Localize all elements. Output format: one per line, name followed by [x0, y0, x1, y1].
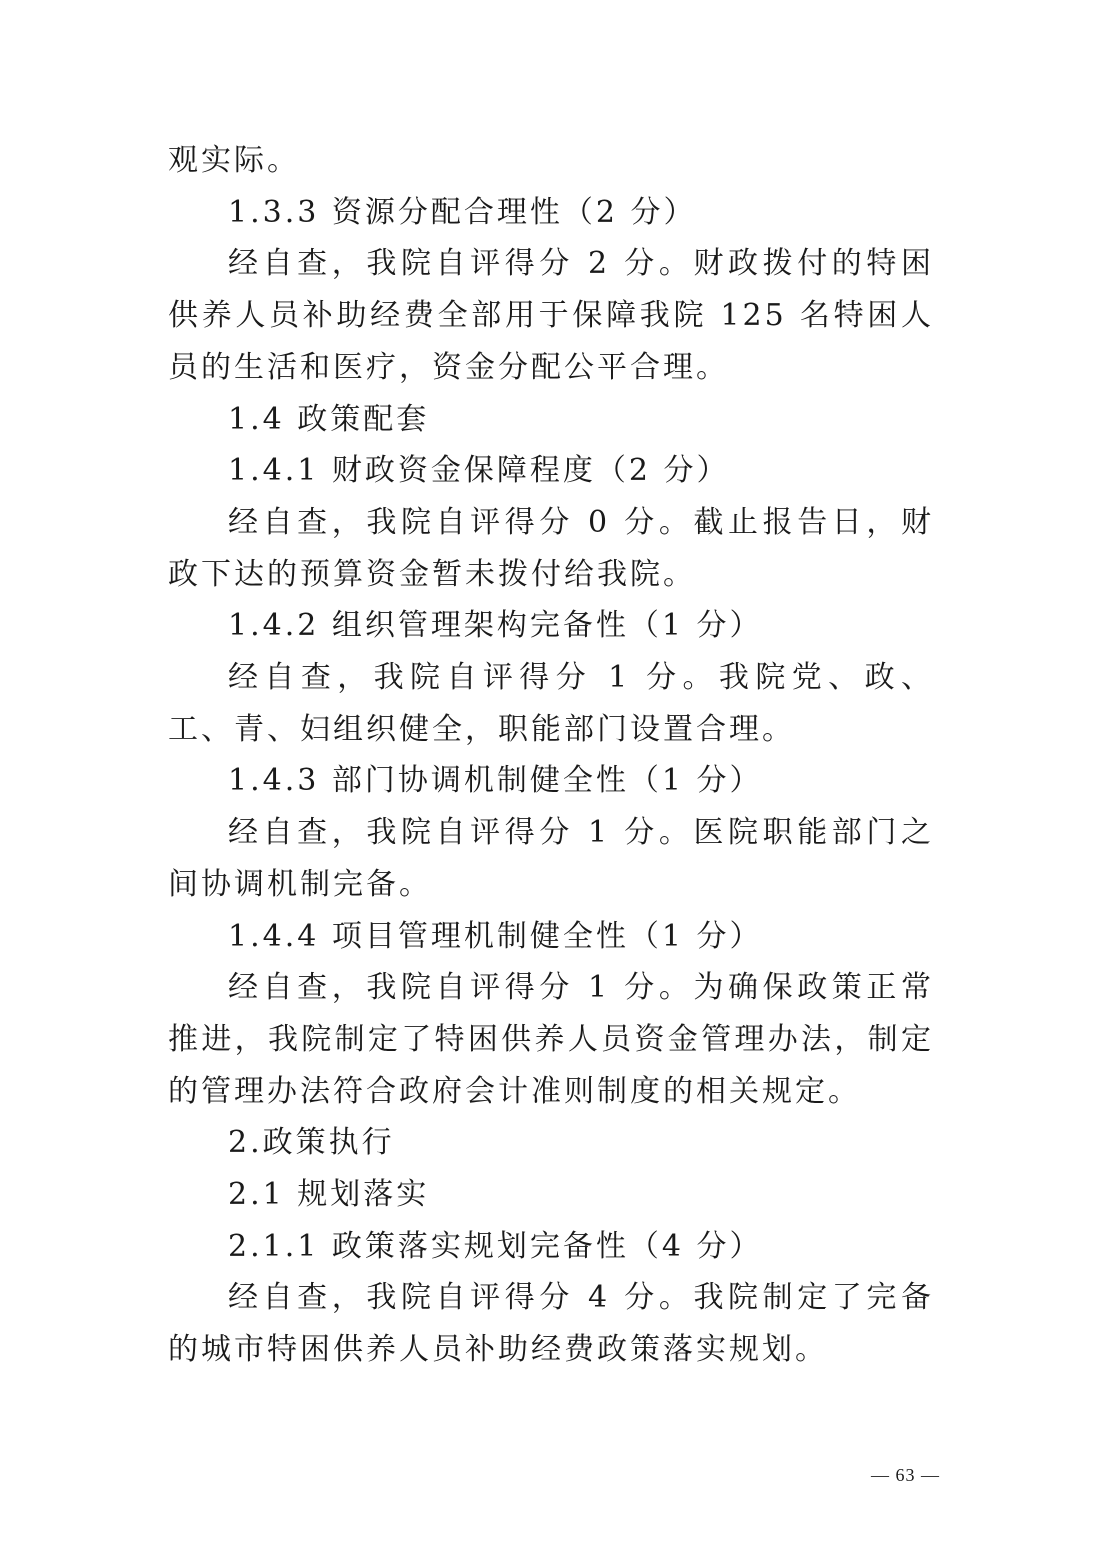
- paragraph-1-4-3: 经自查，我院自评得分 1 分。医院职能部门之间协调机制完备。: [168, 815, 934, 902]
- section-heading-1-3-3: 1.3.3 资源分配合理性（2 分）: [228, 194, 697, 230]
- paragraph-continuation: 观实际。: [168, 143, 300, 178]
- paragraph-2-1-1: 经自查，我院自评得分 4 分。我院制定了完备的城市特困供养人员补助经费政策落实规划。: [168, 1280, 934, 1368]
- section-heading-2-1: 2.1 规划落实: [228, 1177, 430, 1213]
- page-number: — 63 —: [871, 1465, 940, 1485]
- document-body: [168, 135, 934, 1376]
- paragraph-1-4-1: 经自查，我院自评得分 0 分。截止报告日，财政下达的预算资金暂未拨付给我院。: [168, 504, 934, 592]
- section-heading-2-1-1: 2.1.1 政策落实规划完备性（4 分）: [228, 1228, 763, 1264]
- paragraph-1-3-3: 经自查，我院自评得分 2 分。财政拨付的特困供养人员补助经费全部用于保障我院 125 名特困人员的生活和医疗，资金分配公平合理。: [168, 246, 934, 385]
- section-heading-1-4-1: 1.4.1 财政资金保障程度（2 分）: [228, 453, 730, 489]
- section-heading-1-4-4: 1.4.4 项目管理机制健全性（1 分）: [228, 918, 763, 954]
- section-heading-1-4: 1.4 政策配套: [228, 401, 430, 437]
- section-heading-1-4-3: 1.4.3 部门协调机制健全性（1 分）: [228, 763, 763, 799]
- paragraph-1-4-4: 经自查，我院自评得分 1 分。为确保政策正常推进，我院制定了特困供养人员资金管理办法，制定的管理办法符合政府会计准则制度的相关规定。: [168, 970, 934, 1109]
- section-heading-2: 2.政策执行: [228, 1125, 395, 1161]
- section-heading-1-4-2: 1.4.2 组织管理架构完备性（1 分）: [228, 608, 763, 644]
- paragraph-1-4-2: 经自查，我院自评得分 1 分。我院党、政、工、青、妇组织健全，职能部门设置合理。: [168, 660, 934, 747]
